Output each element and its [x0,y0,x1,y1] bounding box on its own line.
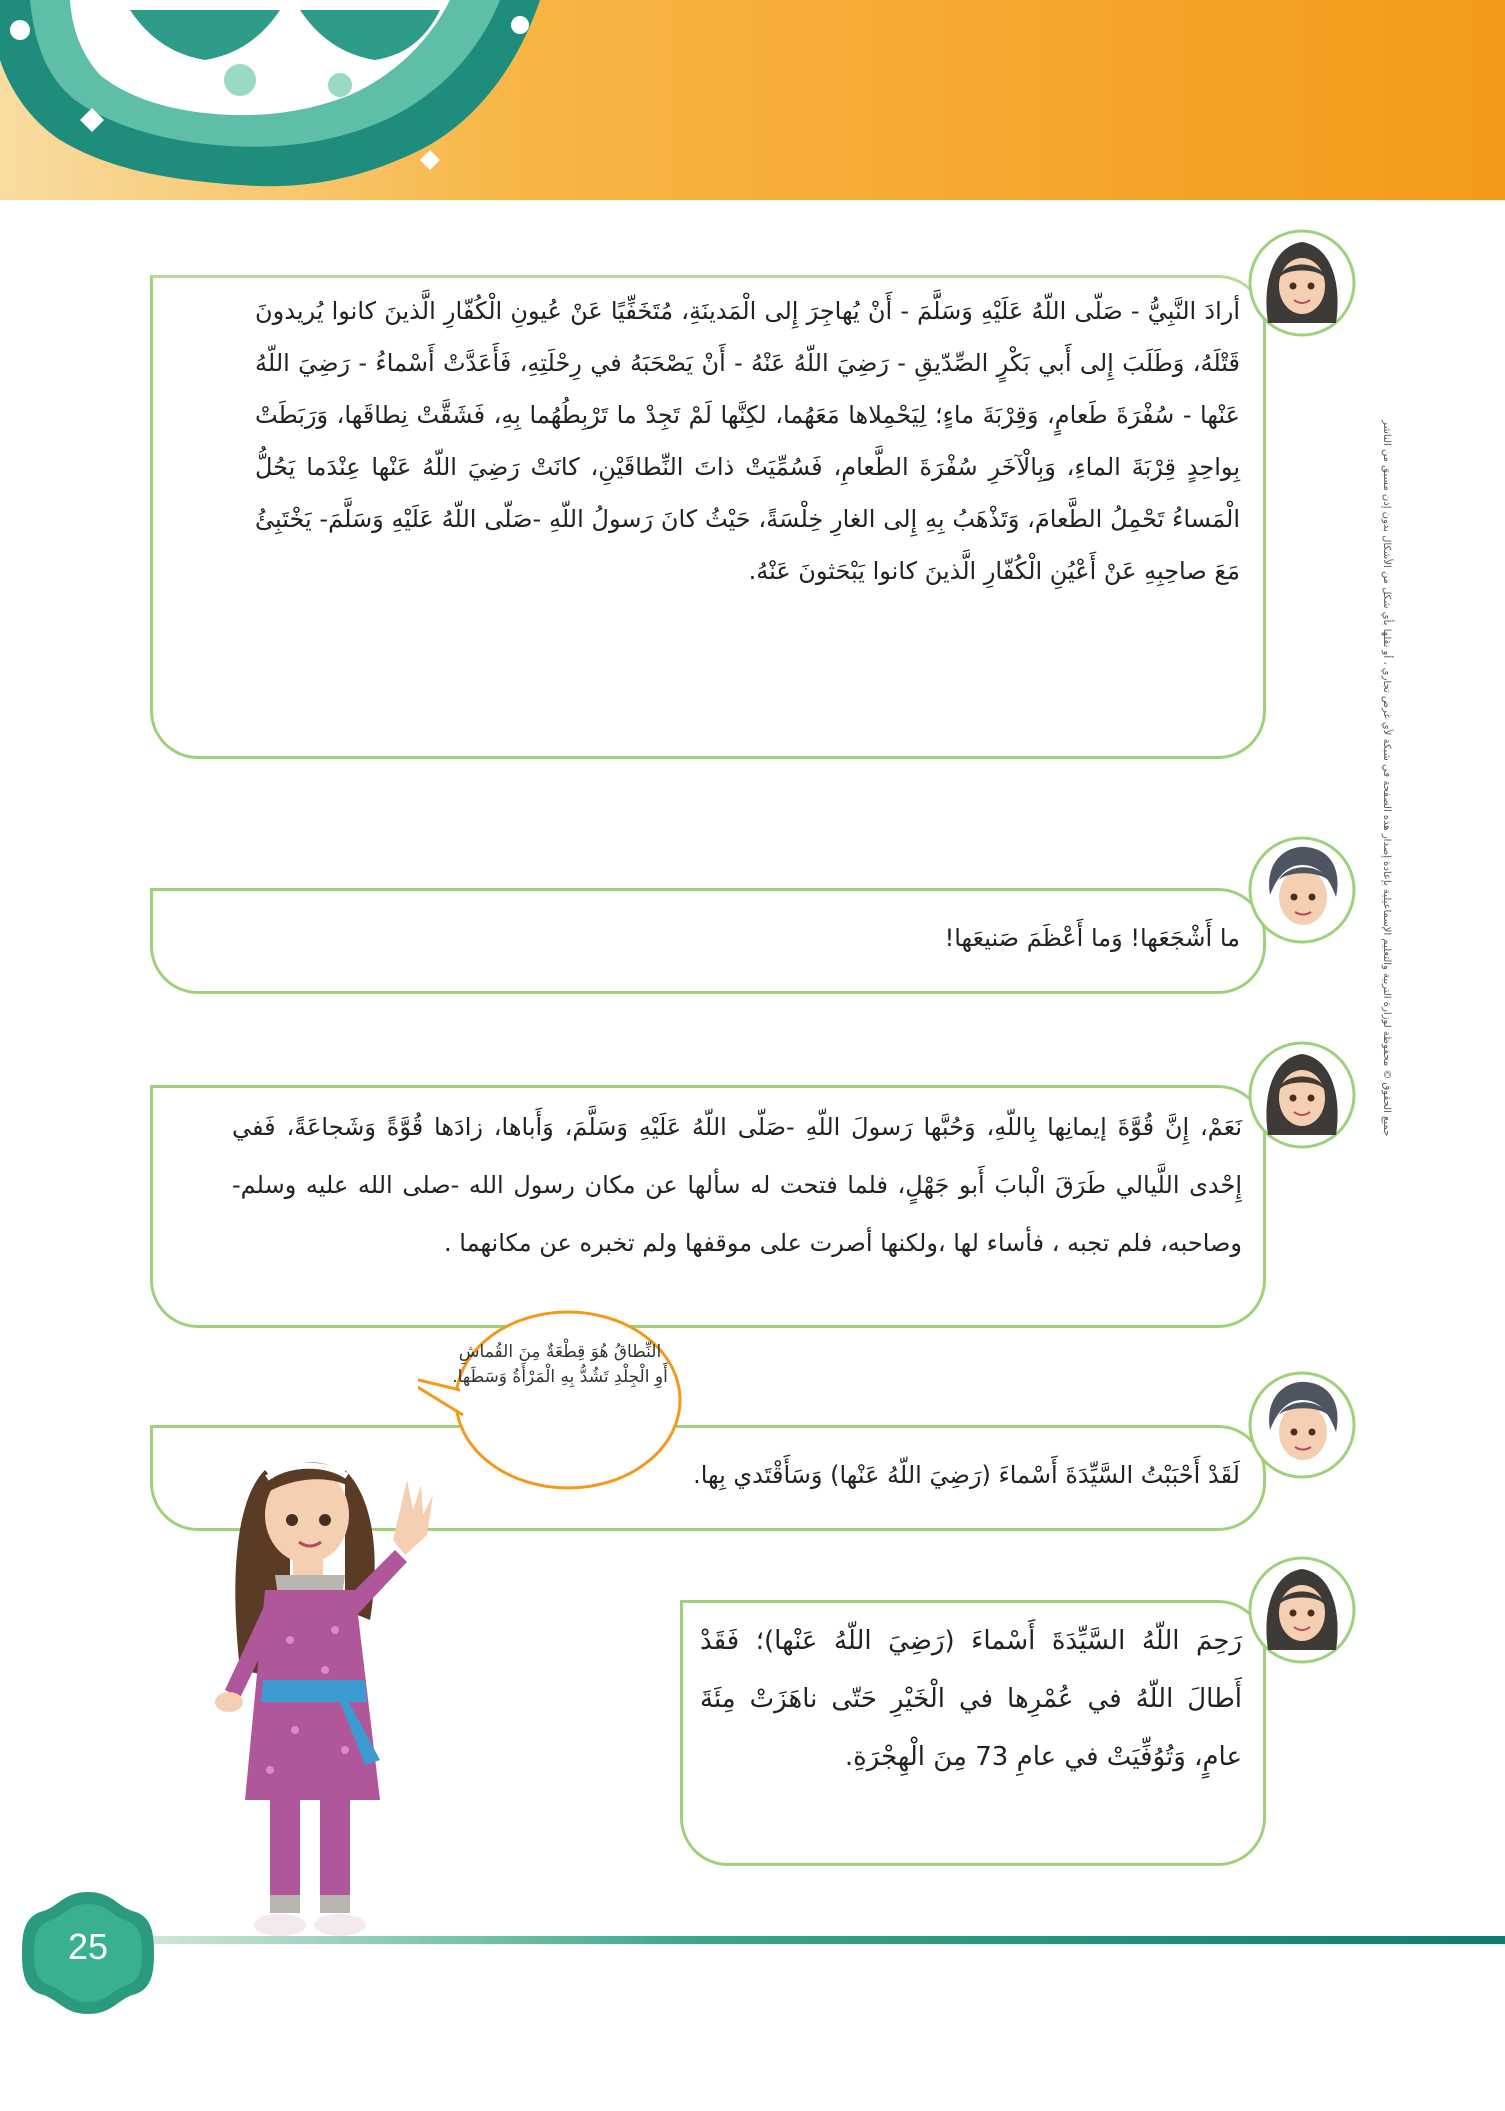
definition-callout-bubble [418,1305,686,1495]
avatar-girl-hijab [1248,228,1356,338]
girl-character-illustration [195,1440,495,1950]
bubble-1-text: أرادَ النَّبِيُّ - صَلّى اللّهُ عَلَيْهِ وَسَلَّمَ - أَنْ يُهاجِرَ إِلى الْمَدينَةِ، مُتَخَفِّيًا عَنْ عُيونِ الْكُفّارِ الَّذينَ كانوا يُريدونَ قَتْلَهُ، وَطَلَبَ إِلى أَبي بَكْرٍ الصِّدّيقِ - رَضِيَ اللّهُ عَنْهُ - أَنْ يَصْحَبَهُ في رِحْلَتِهِ، فَأَعَدَّتْ أَسْماءُ - رَضِيَ اللّهُ عَنْها - سُفْرَةَ طَعامٍ، وَقِرْبَةَ ماءٍ؛ لِيَحْمِلاها مَعَهُما، لكِنَّها لَمْ تَجِدْ ما تَرْبِطُهُما بِهِ، فَشَقَّتْ نِطاقَها، وَرَبَطَتْ بِواحِدٍ قِرْبَةَ الماءِ، وَبِالْآخَرِ سُفْرَةَ الطَّعامِ، فَسُمِّيَتْ ذاتَ النِّطاقَيْنِ، كانَتْ رَضِيَ اللّهُ عَنْها عِنْدَما يَحُلُّ الْمَساءُ تَحْمِلُ الطَّعامَ، وَتَذْهَبُ بِهِ إِلى الغارِ خِلْسَةً، حَيْثُ كانَ رَسولُ اللّهِ -صَلّى اللّهُ عَلَيْهِ وَسَلَّمَ- يَخْتَبِئُ مَعَ صاحِبِهِ عَنْ أَعْيُنِ الْكُفّارِ الَّذينَ كانوا يَبْحَثونَ عَنْهُ. [255,297,1240,585]
page-number-badge [18,1888,158,2018]
avatar-girl-hijab [1248,1555,1356,1665]
avatar-girl-hijab [1248,1040,1356,1150]
footer-line [150,1936,1505,1944]
islamic-ornament-decoration [0,0,560,200]
bubble-4-text: لَقَدْ أَحْبَبْتُ السَّيِّدَةَ أَسْماءَ (رَضِيَ اللّهُ عَنْها) وَسَأَقْتَدي بِها. [693,1461,1240,1489]
callout-definition-text: النِّطاقُ هُوَ قِطْعَةٌ مِنَ القُماشِ أَوِ الْجِلْدِ تَشُدُّ بِهِ الْمَرْأَةُ وَسَطَها. [452,1342,668,1387]
avatar-boy [1248,1370,1356,1480]
copyright-side-note [1370,420,1450,1790]
bubble-3-text: نَعَمْ، إِنَّ قُوَّةَ إيمانِها بِاللّهِ، وَحُبَّها رَسولَ اللّهِ -صَلّى اللّهُ عَلَيْهِ وَسَلَّمَ، وَأَباها، زادَها قُوَّةً وَشَجاعَةً، فَفي إِحْدى اللَّيالي طَرَقَ الْبابَ أَبو جَهْلٍ، فلما فتحت له سألها عن مكان رسول الله -صلى الله عليه وسلم- وصاحبه، فلم تجبه ، فأساء لها ،ولكنها أصرت على موقفها ولم تخبره عن مكانهما . [232,1113,1242,1257]
avatar-boy [1248,835,1356,945]
bubble-5-text: رَحِمَ اللّهُ السَّيِّدَةَ أَسْماءَ (رَضِيَ اللّهُ عَنْها)؛ فَقَدْ أَطالَ اللّهُ في عُمْرِها في الْخَيْرِ حَتّى ناهَزَتْ مِئَةَ عامٍ، وَتُوُفِّيَتْ في عامِ 73 مِنَ الْهِجْرَةِ. [700,1626,1242,1772]
copyright-side-note-text: جميع الحقوق © محفوظة لوزارة التربية والتعليم الإسماعيلية بإعادة إصدار هذه الصفحة في شبكة لأي غرض تجاري ، أو نقلها بأي شكل من الأشكال بدون إذن مسبق من الناشر [1381,420,1392,1137]
bubble-2-text: ما أَشْجَعَها! وَما أَعْظَمَ صَنيعَها! [944,924,1240,952]
page-number: 25 [67,1926,109,1967]
